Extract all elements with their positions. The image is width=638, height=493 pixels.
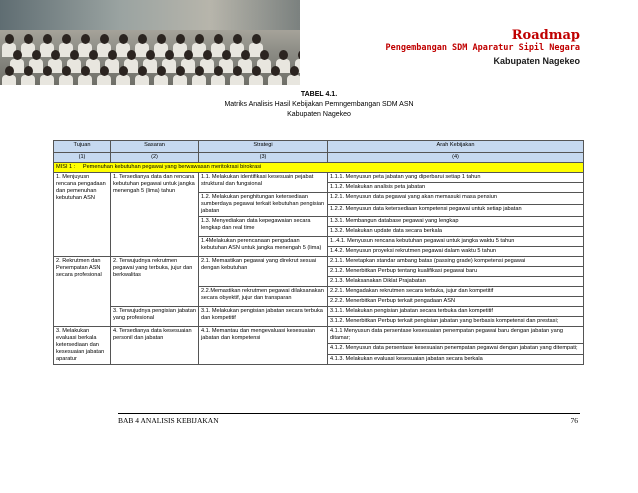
col-number: (1) xyxy=(54,153,111,163)
arah-cell: 1.3.2. Melakukan update data secara berkala xyxy=(328,227,584,237)
arah-cell: 4.1.1 Menyusun data persentase kesesuaian penempatan pegawai baru dengan jabatan yang ditamar; xyxy=(328,327,584,344)
strategi-cell: 2.2.Memastikan rekrutmen pegawai dilaksanakan secara obyektif, jujur dan transparan xyxy=(199,287,328,307)
arah-cell: 1.2.2. Menyusun data ketersediaan kompetensi pegawai untuk setiap jabatan xyxy=(328,205,584,217)
strategi-cell: 1.1. Melakukan identifikasi kesesuain pejabat struktural dan fungsional xyxy=(199,173,328,193)
arah-cell: 4.1.2. Menyusun data persentase kesesuaian penempatan pegawai dengan jabatan yang ditempati; xyxy=(328,344,584,354)
tujuan-cell: 1. Menjuyusn rencana pengadaan dan pemenuhan kebutuhan ASN xyxy=(54,173,111,257)
header-sasaran: Sasaran xyxy=(111,141,199,153)
strategi-cell: 3.1. Melakukan pengisian jabatan secara terbuka dan kompetitif xyxy=(199,307,328,327)
strategi-cell: 1.4Melakukan perencanaan pengadaan kebutuhan ASN untuk jangka menengah 5 (lima) xyxy=(199,237,328,257)
col-number: (4) xyxy=(328,153,584,163)
tujuan-cell: 3. Melakukan evaluasi berkala ketersediaan dan kesesuaian jabatan aparatur xyxy=(54,327,111,365)
arah-cell: 3.1.1. Melakukan pengisian jabatan secara terbuka dan kompetitif xyxy=(328,307,584,317)
roadmap-subtitle: Pengembangan SDM Aparatur Sipil Negara xyxy=(385,43,580,53)
header-arah-kebijakan: Arah Kebijakan xyxy=(328,141,584,153)
arah-cell: 2.2.2. Menerbitkan Perbup terkait pengadaan ASN xyxy=(328,297,584,307)
arah-cell: 1.1.1. Menyusun peta jabatan yang diperbarui setiap 1 tahun xyxy=(328,173,584,183)
page-number: 76 xyxy=(570,416,578,425)
arah-cell: 2.2.1. Mengadakan rekrutmen secara terbuka, jujur dan kompetitif xyxy=(328,287,584,297)
misi-label: MISI 1 : xyxy=(56,164,76,170)
arah-cell: 1.1.2. Melakukan analisis peta jabatan xyxy=(328,183,584,193)
page-footer xyxy=(118,413,580,425)
arah-cell: 1.3.1. Membangun database pegawai yang lengkap xyxy=(328,217,584,227)
header-strategi: Strategi xyxy=(199,141,328,153)
sasaran-cell: 1. Tersedianya data dan rencana kebutuhan pegawai untuk jangka menengah 5 (lima) tahun xyxy=(111,173,199,257)
arah-cell: 1..4.1. Menyusun rencana kebutuhan pegawai untuk jangka waktu 5 tahun xyxy=(328,237,584,247)
header-photo xyxy=(0,0,300,85)
misi-text: Pemenuhan kebutuhan pegawai yang berwawasan meritokrasi birokrasi xyxy=(82,164,262,170)
roadmap-title: Roadmap xyxy=(511,28,580,43)
strategi-cell: 1.2. Melakukan penghitungan ketersediaan sumberdaya pegawai terkait kebutuhan pengisian jabatan xyxy=(199,193,328,217)
strategi-cell: 1.3. Menyediakan data kepegawaian secara lengkap dan real time xyxy=(199,217,328,237)
arah-cell: 1.2.1. Menyusun data pegawai yang akan memasuki masa pensiun xyxy=(328,193,584,205)
sasaran-cell: 3. Terwujudnya pengisian jabatan yang profesional xyxy=(111,307,199,327)
table-caption-region: Kabupaten Nagekeo xyxy=(287,111,351,118)
policy-matrix-table xyxy=(53,140,584,365)
tujuan-cell: 2. Rekrutmen dan Penempatan ASN secara profesional xyxy=(54,257,111,327)
strategi-cell: 4.1. Memantau dan mengevaluasi kesesuaian jabatan dan kompetensi xyxy=(199,327,328,365)
table-caption: Matriks Analisis Hasil Kebijakan Pemngembangan SDM ASN xyxy=(224,101,414,108)
sasaran-cell: 2. Terwujudnya rekrutmen pegawai yang terbuka, jujur dan berkwalitas xyxy=(111,257,199,307)
roadmap-region: Kabupaten Nagekeo xyxy=(493,56,580,66)
col-number: (2) xyxy=(111,153,199,163)
header-tujuan: Tujuan xyxy=(54,141,111,153)
arah-cell: 2.1.1. Meretapkan standar ambang batas (passing grade) kompetensi pegawai xyxy=(328,257,584,267)
footer-chapter: BAB 4 ANALISIS KEBIJAKAN xyxy=(118,416,219,425)
arah-cell: 3.1.2. Menerbitkan Perbup terkait pengisian jabatan yang berbasis kompetensi dan prestasi; xyxy=(328,317,584,327)
sasaran-cell: 4. Tersedianya data kesesuaian personil dan jabatan xyxy=(111,327,199,365)
arah-cell: 2.1.3. Melaksanakan Diklat Prajabatan xyxy=(328,277,584,287)
arah-cell: 1.4.2. Menyusun proyeksi rekrutmen pegawai dalam waktu 5 tahun xyxy=(328,247,584,257)
arah-cell: 2.1.2. Menerbitkan Perbup tentang kualifikasi pegawai baru xyxy=(328,267,584,277)
arah-cell: 4.1.3. Melakukan evaluasi kesesuaian jabatan secara berkala xyxy=(328,354,584,364)
strategi-cell: 2.1. Memastikan pegawai yang direkrut sesuai dengan kebutuhan xyxy=(199,257,328,287)
misi-row xyxy=(54,163,584,173)
col-number: (3) xyxy=(199,153,328,163)
table-number: TABEL 4.1. xyxy=(300,91,338,98)
